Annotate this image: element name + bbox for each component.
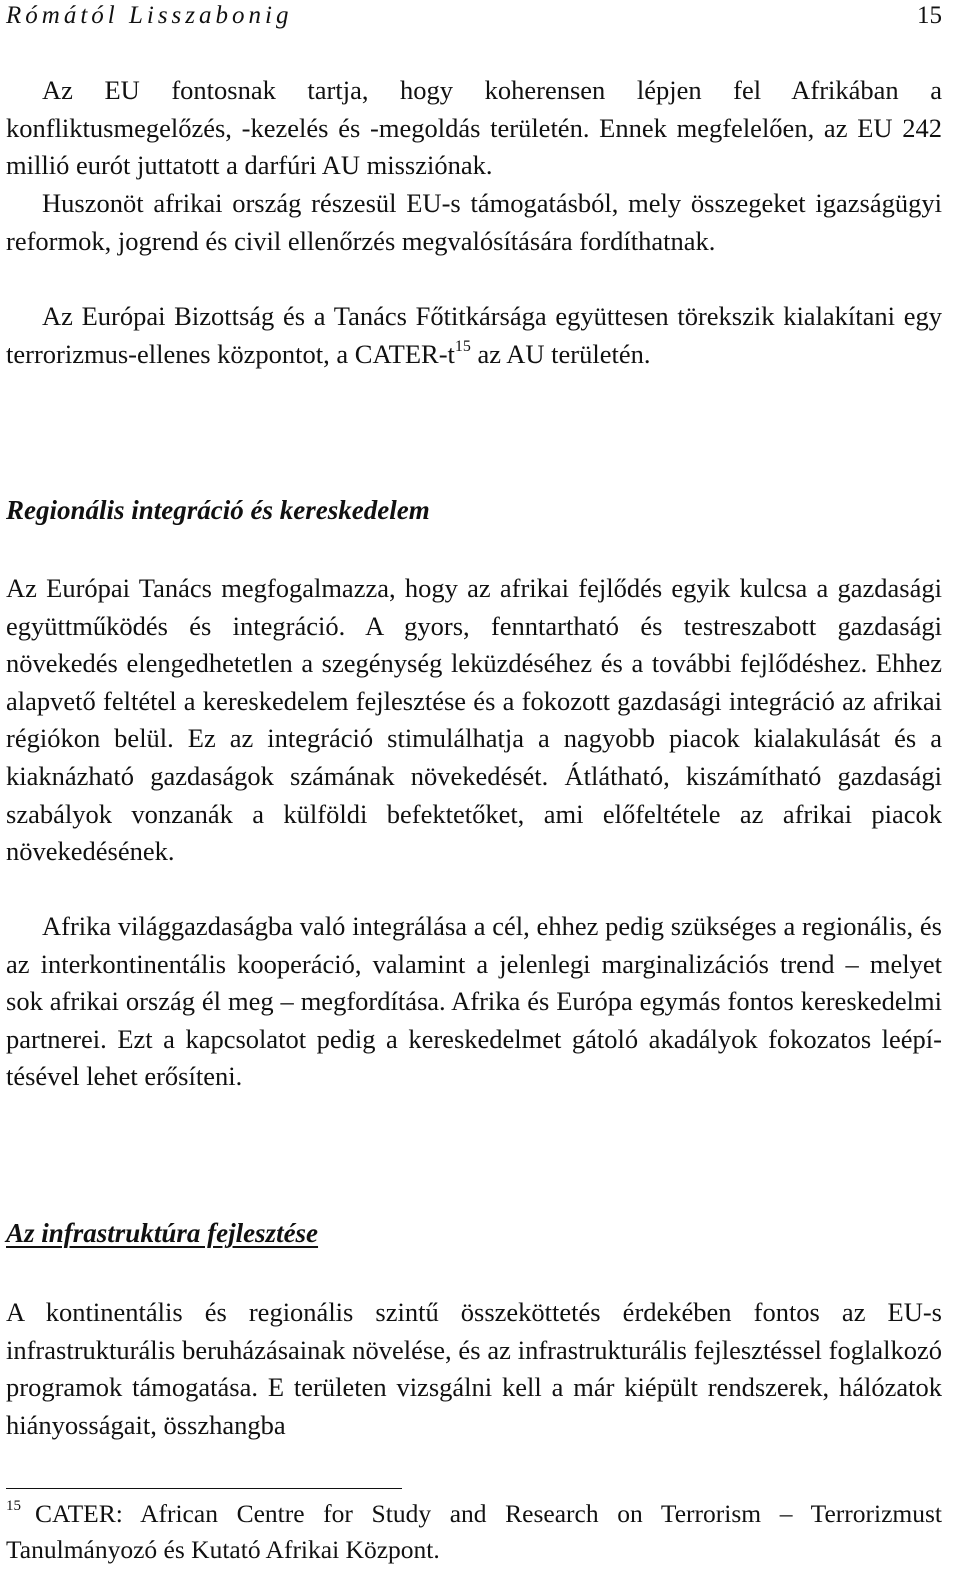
paragraph-cater-centre	[6, 298, 942, 373]
paragraph-cater-text: Az Európai Bizottság és a Tanács Főtitkársága együttesen törekszik kialakítani egy terrorizmus-ellenes központot, a CATER-t	[6, 301, 942, 369]
paragraph-economic-integration: Az Európai Tanács megfogalmazza, hogy az afrikai fejlődés egyik kulcsa a gazdasági együttműködés és integráció. A gyors, fenntartható és testreszabott gazdasági növekedés elengedhetetlen a szegénység leküzdéséhez és a további fejlődéshez. Ehhez alapvető feltétel a kereskedelem fejlesztése és a fokozott gazdasági integráció az afrikai régiókon belül. Ez az integráció stimulálhatja a nagyobb piacok kialakulását és a kiaknázható gazdaságok számának növekedését. Átlátható, kiszámítható gazdasági szabályok vonzanák a külföldi befektetőket, ami előfeltétele az afrikai piacok növekedésének.	[6, 573, 942, 867]
page-number: 15	[917, 2, 942, 29]
footnote-text: CATER: African Centre for Study and Research on Terrorism – Terrorizmust Tanulmányozó és Kutató Afrikai Központ.	[6, 1499, 942, 1564]
footnote-separator	[6, 1488, 402, 1489]
footnote	[6, 1496, 942, 1568]
running-head-title: Rómától Lisszabonig	[6, 2, 293, 29]
paragraph-justice-support: Huszonöt afrikai ország részesül EU-s támogatásból, mely összegeket igazságügyi reformok, jogrend és civil ellenőrzés megvalósítására fordíthatnak.	[6, 188, 942, 256]
running-head	[6, 0, 946, 32]
paragraph-infrastructure: A kontinentális és regionális szintű összeköttetés érdekében fontos az EU-s infrastrukturális beruházásainak növelése, és az infrastrukturális fejlesztéssel foglalkozó programok támogatása. E területen vizsgálni kell a már kiépült rendszerek, hálózatok hiányosságait, összhangba	[6, 1297, 942, 1440]
heading-infrastructure: Az infrastruktúra fejlesztése	[6, 1218, 319, 1248]
paragraph-world-economy: Afrika világgazdaságba való integrálása a cél, ehhez pedig szükséges a regionális, és az interkontinentális kooperáció, valamint a jelenlegi marginalizációs trend – melyet sok afrikai ország él meg – megfordítása. Afrika és Európa egymás fontos kereskedelmi partnerei. Ezt a kapcsolatot pedig a kereskedelmet gátoló akadályok fokozatos leépítésével lehet erősíteni.	[6, 911, 942, 1092]
paragraph-cater-text-end: az AU területén.	[470, 338, 651, 369]
paragraph-eu-conflict: Az EU fontosnak tartja, hogy koherensen lépjen fel Afrikában a konfliktusmegelőzés, -kezelés és -megoldás területén. Ennek megfelelően, az EU 242 millió eurót juttatott a darfúri AU missziónak.	[6, 75, 942, 181]
footnote-number: 15	[6, 1498, 21, 1514]
heading-regional-integration: Regionális integráció és kereskedelem	[6, 495, 430, 525]
footnote-reference: 15	[454, 337, 471, 355]
